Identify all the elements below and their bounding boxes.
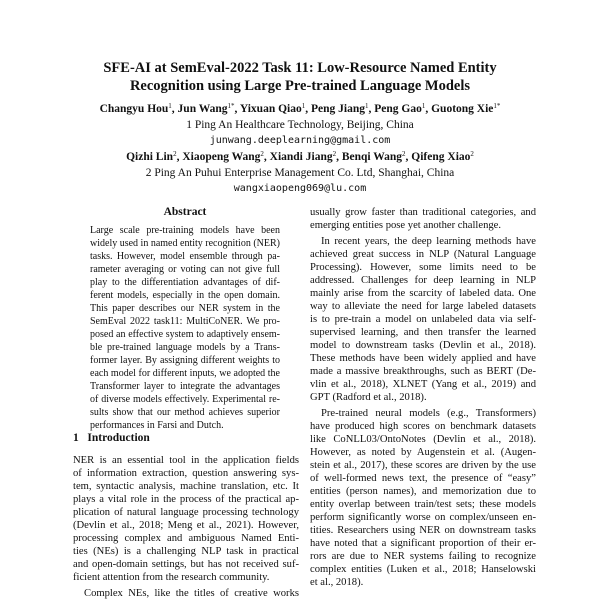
body-line: achieved great success in NLP (Natural Language bbox=[310, 249, 536, 260]
abstract-line: ble pre-trained language models by a Trans- bbox=[90, 342, 280, 353]
author-affiliation-mark: 2 bbox=[260, 150, 264, 158]
body-line: Processing). However, some limits need to be bbox=[310, 262, 536, 273]
abstract-line: tasks. However, model ensemble through pa- bbox=[90, 251, 280, 262]
body-line: have noted that a significant proportion of their er- bbox=[310, 538, 536, 549]
abstract-line: This paper describes our NER system in the bbox=[90, 303, 280, 314]
abstract-line: ferent models, especially in the open domain. bbox=[90, 290, 280, 301]
body-line: emerging entities pose yet another challenge. bbox=[310, 220, 502, 231]
intro-line: of information extraction, question answering sys- bbox=[73, 468, 299, 479]
author-affiliation-mark: 2 bbox=[332, 150, 337, 158]
email-2[interactable]: wangxiaopeng069@lu.com bbox=[233, 183, 367, 194]
author-list-2: Qizhi Lin$^2$, Xiaopeng Wang$^2$, Xiandi Jiang$^2$, Benqi Wang$^2$, Qifeng Xiao$^2$ bbox=[126, 150, 474, 163]
paper-title-line-2: Recognition using Large Pre-trained Language Models bbox=[129, 78, 471, 94]
section-title: Introduction bbox=[87, 432, 150, 444]
author-affiliation-mark: 1* bbox=[227, 102, 235, 110]
author-name: Xiandi Jiang bbox=[269, 151, 333, 163]
abstract-line: sults show that our method achieves superior bbox=[90, 407, 280, 418]
author-affiliation-mark: 1 bbox=[421, 102, 426, 110]
body-line: made a massive breakthroughs, such as BERT (De- bbox=[310, 366, 536, 377]
author-name: Guotong Xie bbox=[431, 103, 494, 115]
body-line: is to pre-train a model on unlabeled data via self- bbox=[310, 314, 536, 325]
body-line: entity overlap between train/test sets; these models bbox=[310, 499, 536, 510]
body-line: addressed. Challenges for deep learning in NLP bbox=[310, 275, 536, 286]
abstract-heading: Abstract bbox=[163, 206, 207, 218]
affiliation-1: 1 Ping An Healthcare Technology, Beijing, China bbox=[186, 119, 414, 131]
body-line: vlin et al., 2018), XLNET (Yang et al., 2019) and bbox=[310, 379, 536, 390]
body-line: stein et al., 2017), these scores are driven by the use bbox=[310, 460, 536, 471]
author-name: Jun Wang bbox=[177, 103, 228, 115]
abstract-line: SemEval 2022 task11: MultiCoNER. We pro- bbox=[90, 316, 280, 327]
body-line: In recent years, the deep learning methods have bbox=[321, 236, 536, 247]
intro-line: Complex NEs, like the titles of creative works bbox=[84, 588, 299, 599]
intro-line: tem, syntactic analysis, machine translation, etc. It bbox=[73, 481, 299, 492]
author-name: Qifeng Xiao bbox=[411, 151, 471, 163]
body-line: tities. Researchers using NER on downstream tasks bbox=[310, 525, 536, 536]
abstract-line: former layer. By assigning different weights to bbox=[90, 355, 280, 366]
affiliation-2: 2 Ping An Puhui Enterprise Management Co. Ltd, Shanghai, China bbox=[145, 167, 455, 179]
abstract-line: widely used in named entity recognition (NER) bbox=[90, 238, 280, 249]
author-list-1: Changyu Hou$^1$, Jun Wang$^{1*}$, Yixuan Qiao$^1$, Peng Jiang$^1$, Peng Gao$^1$, Guotong Xie$^{1*}$ bbox=[99, 102, 501, 115]
body-line: of well-formed news text, the presence of “easy” bbox=[310, 473, 536, 484]
intro-line: plication of natural language processing technology bbox=[73, 507, 299, 518]
body-line: complex entities (Luken et al., 2018; Hanselowski bbox=[310, 564, 536, 575]
body-line: have produced high scores on benchmark datasets bbox=[310, 421, 536, 432]
body-line: model to downstream tasks (Devlin et al., 2018). bbox=[310, 340, 536, 351]
abstract-line: performances in Farsi and Dutch. bbox=[90, 420, 224, 431]
body-line: entities (person names), and memorization due to bbox=[310, 486, 536, 497]
body-line: rors are due to NER systems failing to recognize bbox=[310, 551, 536, 562]
paper-title-line-1: SFE-AI at SemEval-2022 Task 11: Low-Resource Named Entity bbox=[103, 60, 497, 76]
intro-line: and open-domain settings, but has not received suf- bbox=[73, 559, 299, 570]
abstract-line: each model for different inputs, we adopted the bbox=[90, 368, 280, 379]
section-heading-introduction bbox=[73, 431, 150, 445]
intro-line: plays a vital role in the process of the practical ap- bbox=[73, 494, 299, 505]
body-line: mainly arise from the scarcity of labeled data. One bbox=[310, 288, 536, 299]
intro-line: ficient attention from the research community. bbox=[73, 572, 270, 583]
author-name: Qizhi Lin bbox=[126, 151, 174, 163]
intro-line: NER is an essential tool in the application fields bbox=[73, 455, 299, 466]
body-line: GPT (Radford et al., 2018). bbox=[310, 392, 427, 403]
author-name: Changyu Hou bbox=[99, 103, 169, 115]
email-1[interactable]: junwang.deeplearning@gmail.com bbox=[209, 135, 391, 146]
author-name: Benqi Wang bbox=[341, 151, 403, 163]
body-line: et al., 2018). bbox=[310, 577, 364, 588]
abstract-line: play to the differentiation advantages of dif- bbox=[90, 277, 280, 288]
section-number: 1 bbox=[73, 432, 79, 444]
abstract-line: rameter averaging or voting can not give full bbox=[90, 264, 280, 275]
author-affiliation-mark: 1 bbox=[168, 102, 172, 110]
abstract-line: Large scale pre-training models have been bbox=[90, 225, 280, 236]
author-name: Xiaopeng Wang bbox=[182, 151, 261, 163]
author-name: Yixuan Qiao bbox=[239, 103, 302, 115]
abstract-line: Transformer layer to integrate the advantages bbox=[90, 381, 280, 392]
intro-line: ties (NEs) is a challenging NLP task in practical bbox=[73, 546, 299, 557]
abstract-line: of diverse models effectively. Experimental re- bbox=[90, 394, 280, 405]
intro-line: processing complex and ambiguous Named Enti- bbox=[73, 533, 299, 544]
intro-line: (Devlin et al., 2018; Meng et al., 2021). However, bbox=[73, 520, 299, 531]
author-affiliation-mark: 1 bbox=[365, 102, 369, 110]
author-affiliation-mark: 2 bbox=[173, 150, 177, 158]
author-affiliation-mark: 2 bbox=[402, 150, 406, 158]
author-affiliation-mark: 1* bbox=[493, 102, 501, 110]
body-line: usually grow faster than traditional categories, and bbox=[310, 207, 536, 218]
body-line: These methods have been widely applied and have bbox=[310, 353, 536, 364]
author-name: Peng Gao bbox=[374, 103, 422, 115]
body-line: However, as noted by Augenstein et al. (Augen- bbox=[310, 447, 536, 458]
author-affiliation-mark: 1 bbox=[301, 102, 306, 110]
body-line: perform significantly worse on complex/unseen en- bbox=[310, 512, 536, 523]
author-affiliation-mark: 2 bbox=[470, 150, 474, 158]
author-name: Peng Jiang bbox=[311, 103, 365, 115]
body-line: Pre-trained neural models (e.g., Transformers) bbox=[321, 408, 536, 419]
body-line: like CoNLL03/OntoNotes (Devlin et al., 2018). bbox=[310, 434, 536, 445]
abstract-line: posed an effective system to adaptively ensem- bbox=[90, 329, 280, 340]
body-line: supervised learning, and then transfer the learned bbox=[310, 327, 536, 338]
body-line: way to alleviate the need for large labeled datasets bbox=[310, 301, 536, 312]
